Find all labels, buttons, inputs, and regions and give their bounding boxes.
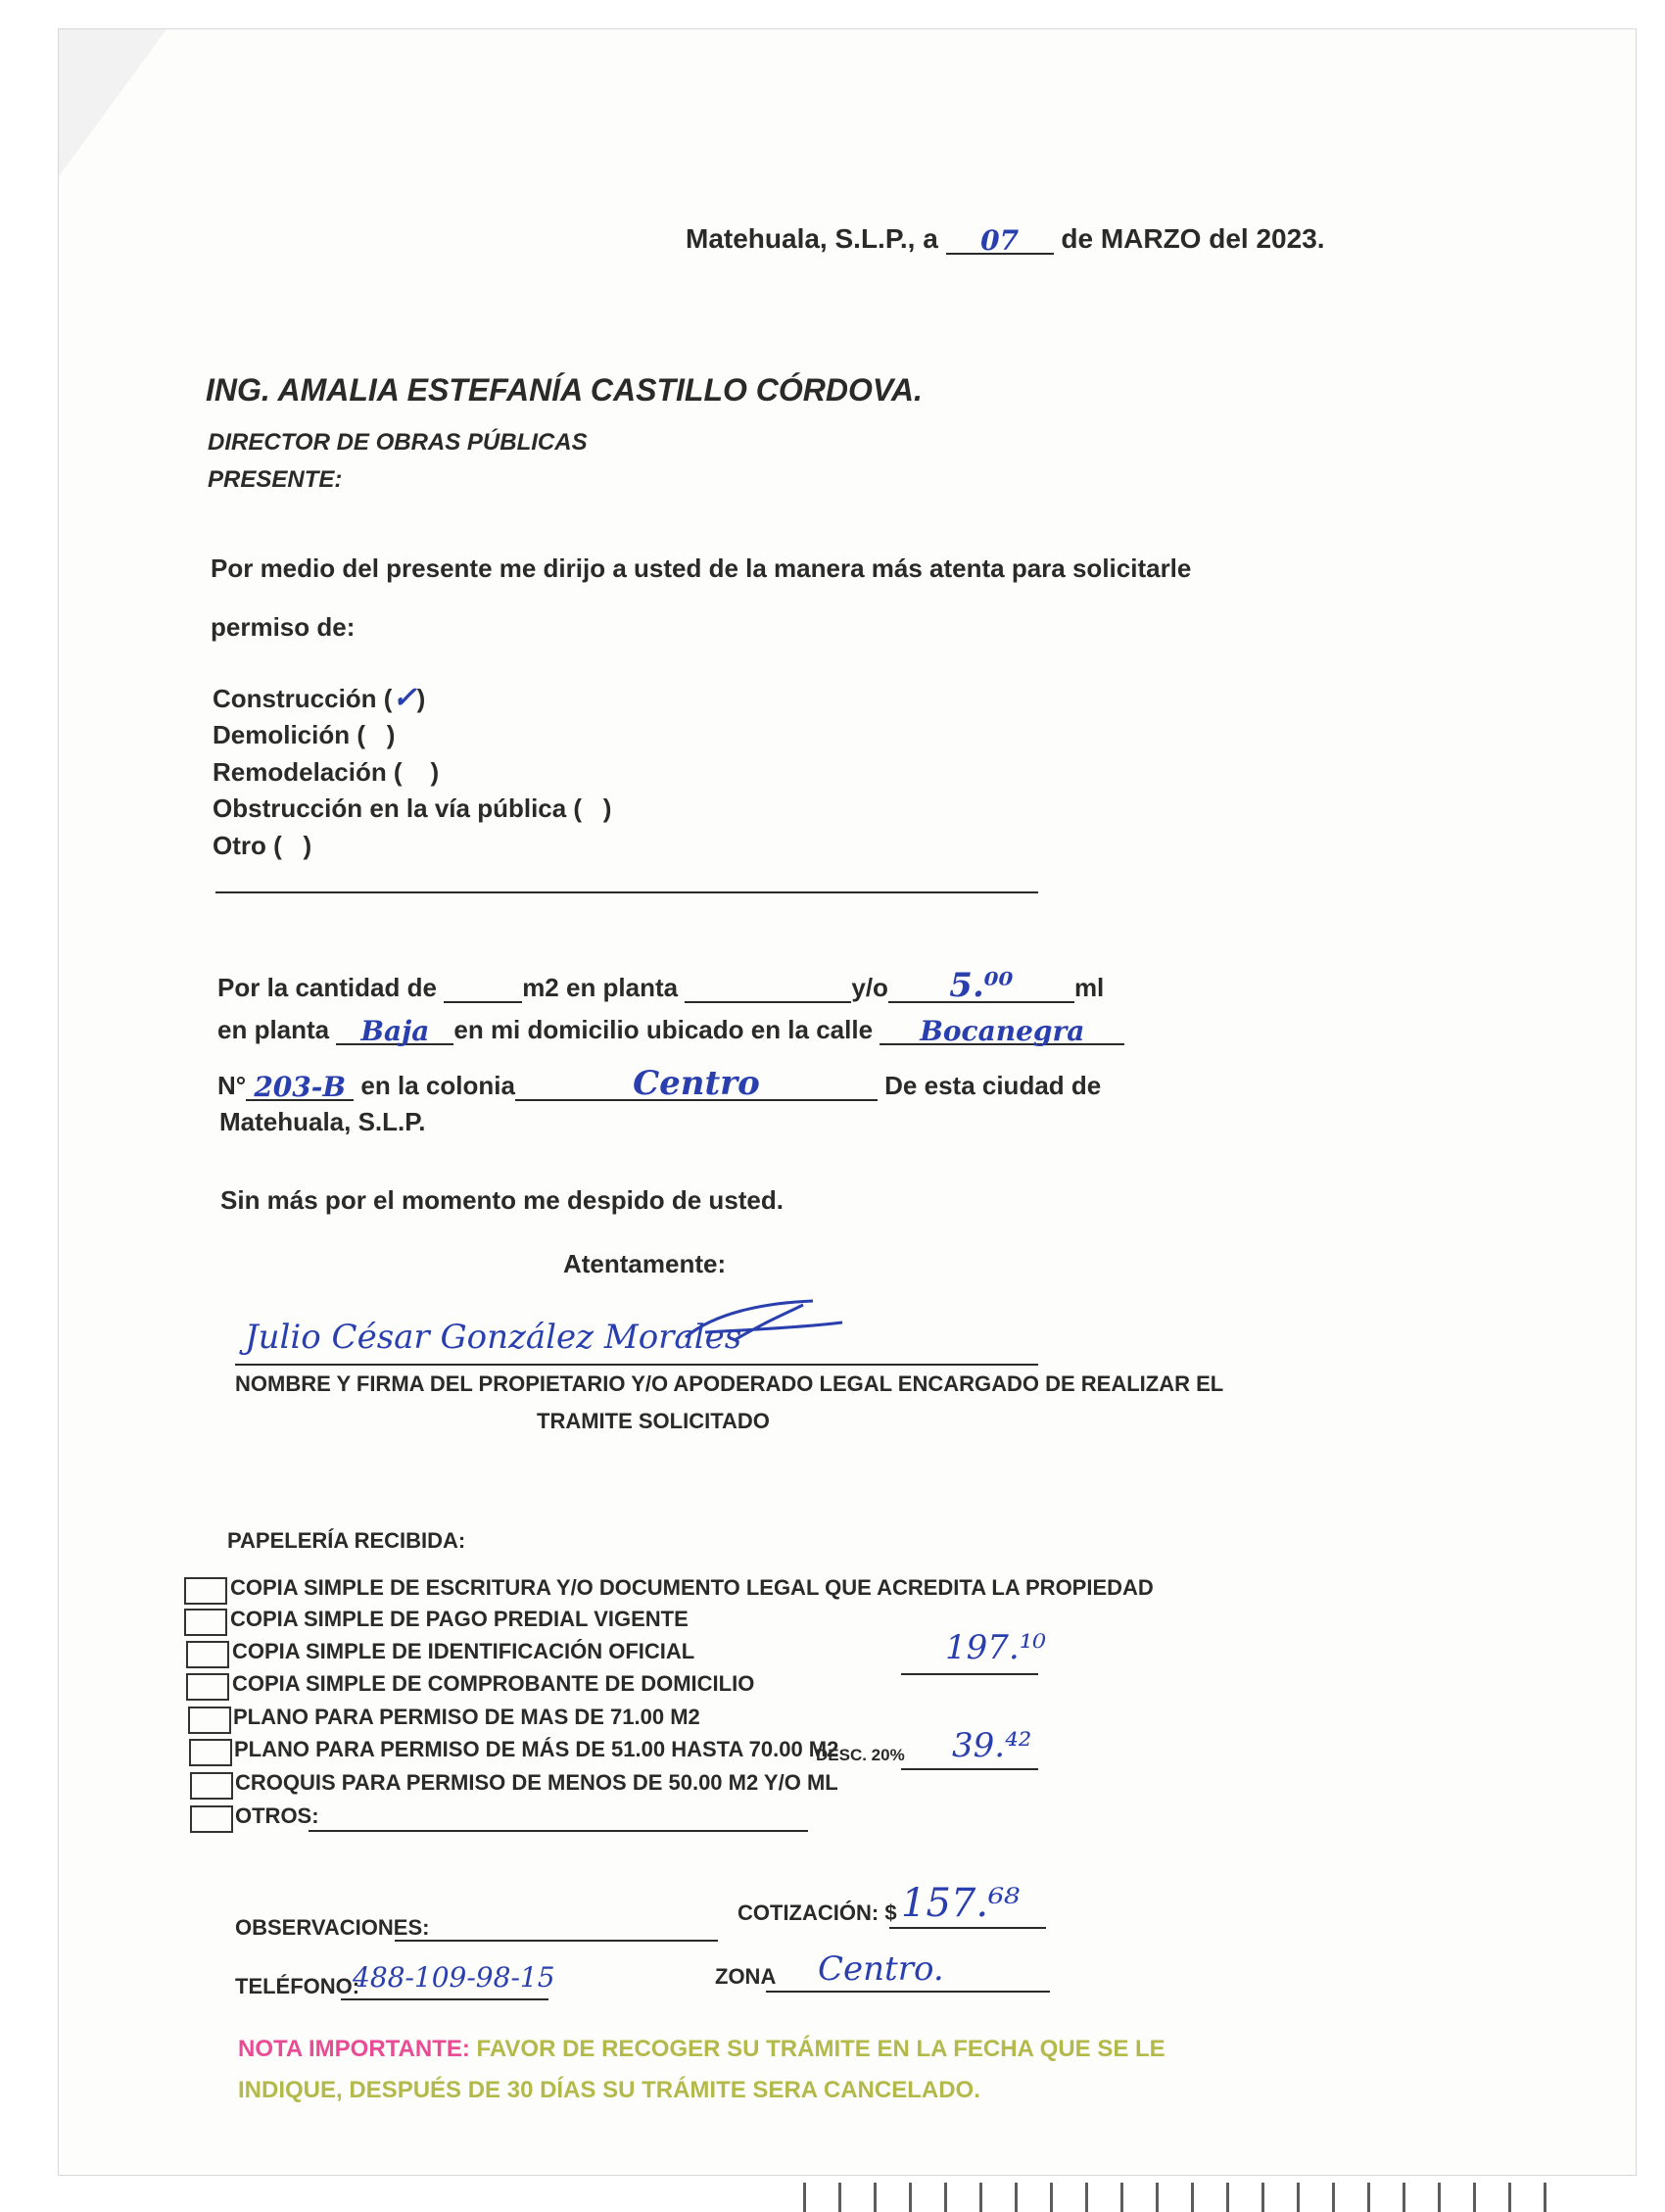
signature-caption-1: NOMBRE Y FIRMA DEL PROPIETARIO Y/O APODERADO LEGAL ENCARGADO DE REALIZAR EL (235, 1371, 1224, 1396)
paperwork-checkbox-3[interactable] (186, 1641, 229, 1668)
option-label: Otro ( (213, 831, 282, 860)
option-label: Construcción ( (213, 684, 393, 713)
addressee-position: DIRECTOR DE OBRAS PÚBLICAS (208, 429, 588, 456)
zone-value: Centro. (818, 1949, 944, 1989)
others-blank-line (309, 1830, 808, 1832)
phone-line (341, 1998, 548, 2000)
signature-caption-2: TRAMITE SOLICITADO (537, 1409, 770, 1433)
option-label: Demolición ( (213, 720, 366, 749)
quantity-line (217, 962, 1104, 1003)
colonia-label: en la colonia (360, 1071, 515, 1100)
quote-label: COTIZACIÓN: $ (737, 1900, 897, 1925)
date-day-field (946, 220, 1054, 255)
option-close: ) (303, 831, 312, 860)
paperwork-checkbox-4[interactable] (186, 1673, 229, 1701)
paperwork-checkbox-1[interactable] (184, 1577, 227, 1605)
address-line (217, 1011, 1124, 1045)
paperwork-checkbox-5[interactable] (188, 1707, 231, 1734)
observations-label: OBSERVACIONES: (235, 1915, 430, 1940)
option-label: Obstrucción en la vía pública ( (213, 793, 583, 823)
street-field (880, 1011, 1124, 1045)
city-label: De esta ciudad de (884, 1071, 1102, 1100)
zone-line (766, 1991, 1050, 1993)
paperwork-checkbox-2[interactable] (184, 1609, 227, 1636)
colonia-field (515, 1060, 878, 1101)
option-remodelacion (213, 757, 439, 788)
floor-value: Baja (360, 1015, 430, 1047)
amount-value: 197.¹⁰ (945, 1628, 1046, 1667)
colonia-value: Centro (633, 1064, 760, 1103)
floor-field (336, 1011, 453, 1045)
paperwork-checkbox-6[interactable] (189, 1739, 232, 1766)
quote-line (889, 1927, 1046, 1929)
paperwork-title: PAPELERÍA RECIBIDA: (227, 1528, 466, 1553)
signer-handwritten-name: Julio César González Morales (245, 1318, 742, 1357)
date-place: Matehuala, S.L.P., a (686, 223, 938, 254)
note-label: NOTA IMPORTANTE: (238, 2036, 470, 2062)
qty-m2-label: m2 en planta (522, 973, 679, 1002)
discount-value: 39.⁴² (952, 1726, 1032, 1765)
page-fold (59, 29, 166, 176)
paperwork-item-6: PLANO PARA PERMISO DE MÁS DE 51.00 HASTA 70.00 M2 (234, 1737, 839, 1761)
option-close: ) (416, 684, 426, 713)
important-note-line-2: INDIQUE, DESPUÉS DE 30 DÍAS SU TRÁMITE SERA CANCELADO. (238, 2077, 980, 2103)
qty-ml-field (888, 962, 1074, 1003)
option-close: ) (602, 793, 612, 823)
document-page (59, 29, 1636, 2175)
regards-text: Atentamente: (563, 1249, 727, 1278)
paperwork-item-1: COPIA SIMPLE DE ESCRITURA Y/O DOCUMENTO LEGAL QUE ACREDITA LA PROPIEDAD (230, 1575, 1154, 1600)
city-name: Matehuala, S.L.P. (219, 1107, 426, 1136)
qty-yo-label: y/o (851, 973, 888, 1002)
option-construccion (213, 681, 425, 715)
discount-label: DESC. 20% (816, 1746, 905, 1764)
street-label: en mi domicilio ubicado en la calle (453, 1015, 874, 1044)
qty-ml-label: ml (1073, 973, 1105, 1002)
paperwork-checkbox-8[interactable] (190, 1805, 233, 1833)
paperwork-item-3: COPIA SIMPLE DE IDENTIFICACIÓN OFICIAL (232, 1639, 695, 1663)
paperwork-item-8: OTROS: (235, 1803, 319, 1828)
paperwork-checkbox-7[interactable] (190, 1772, 233, 1800)
important-note-line-1 (238, 2036, 1166, 2063)
intro-line-2: permiso de: (211, 612, 356, 642)
observations-line[interactable] (395, 1940, 718, 1942)
note-text-1: FAVOR DE RECOGER SU TRÁMITE EN LA FECHA QUE SE LE (476, 2036, 1166, 2062)
option-otro (213, 831, 311, 861)
qty-label: Por la cantidad de (217, 973, 437, 1002)
qty-floor-blank (685, 1001, 851, 1003)
number-field (246, 1067, 354, 1101)
qty-ml-value: 5.⁰⁰ (949, 966, 1014, 1005)
street-value: Bocanegra (920, 1015, 1085, 1047)
phone-label: TELÉFONO: (235, 1974, 360, 1998)
option-close: ) (430, 757, 440, 787)
other-blank-line (215, 891, 1038, 893)
paperwork-item-7: CROQUIS PARA PERMISO DE MENOS DE 50.00 M2 Y/O ML (235, 1770, 838, 1795)
addressee-greeting: PRESENTE: (208, 466, 343, 493)
option-label: Remodelación ( (213, 757, 403, 787)
amount-line (901, 1673, 1038, 1675)
check-mark-icon: ✓ (392, 681, 417, 715)
option-demolicion (213, 720, 395, 750)
qty-m2-field (444, 1001, 522, 1003)
paperwork-item-5: PLANO PARA PERMISO DE MAS DE 71.00 M2 (233, 1705, 700, 1729)
floor-label: en planta (217, 1015, 330, 1044)
date-line (686, 220, 1325, 255)
addressee-name: ING. AMALIA ESTEFANÍA CASTILLO CÓRDOVA. (206, 372, 923, 408)
paperwork-item-2: COPIA SIMPLE DE PAGO PREDIAL VIGENTE (230, 1607, 689, 1631)
date-month-year: de MARZO del 2023. (1061, 223, 1325, 254)
number-value: 203-B (254, 1071, 347, 1103)
paperwork-item-4: COPIA SIMPLE DE COMPROBANTE DE DOMICILIO (232, 1671, 755, 1696)
signature-line (235, 1364, 1038, 1366)
bottom-edge-marks (803, 2183, 1547, 2212)
intro-line-1: Por medio del presente me dirijo a usted de la manera más atenta para solicitarle (211, 553, 1192, 583)
date-day-value: 07 (980, 224, 1020, 257)
number-label: N° (217, 1071, 247, 1100)
signature-scribble-icon (676, 1293, 852, 1352)
quote-value: 157.⁶⁸ (901, 1881, 1021, 1926)
option-close: ) (386, 720, 396, 749)
phone-value: 488-109-98-15 (353, 1961, 555, 1994)
farewell-text: Sin más por el momento me despido de usted. (220, 1185, 784, 1215)
option-obstruccion (213, 793, 611, 824)
number-line (217, 1060, 1101, 1101)
zone-label: ZONA (715, 1964, 777, 1989)
discount-line (901, 1768, 1038, 1770)
